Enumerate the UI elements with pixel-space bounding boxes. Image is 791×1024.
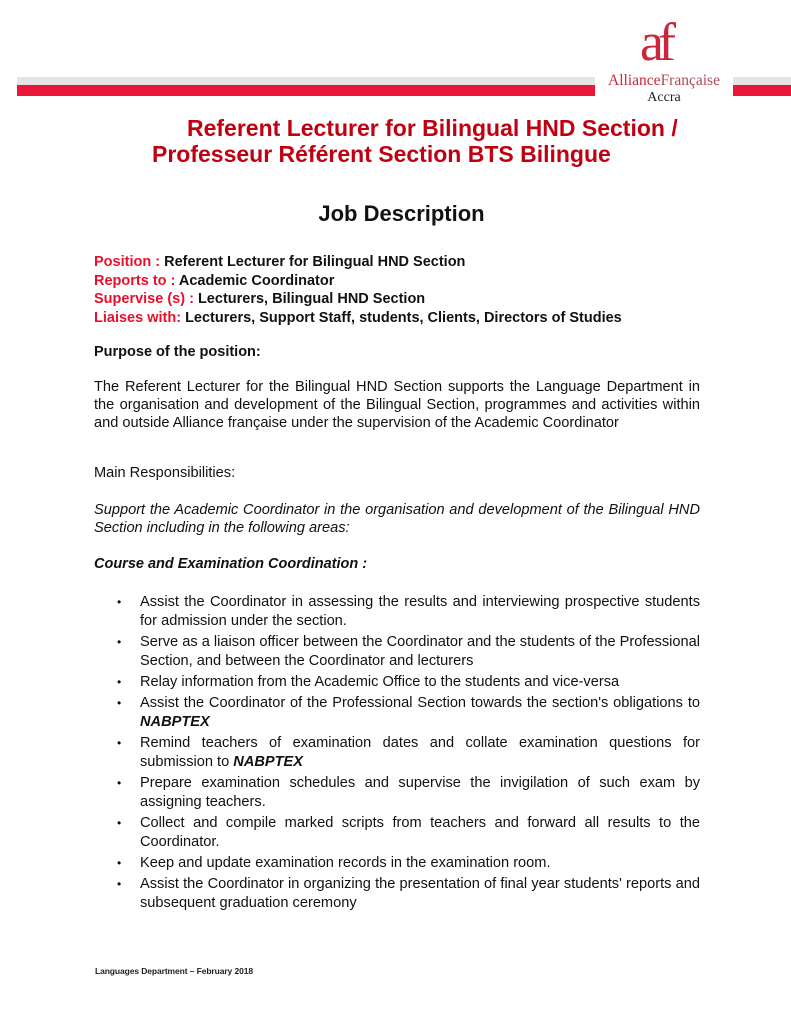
bullet-icon: • — [117, 856, 122, 870]
af-logo-icon: af — [640, 12, 670, 72]
meta-label: Position : — [94, 254, 165, 270]
list-item-text: Assist the Coordinator in organizing the presentation of final year students' reports and subsequent graduation ceremony — [140, 876, 700, 911]
logo-city: Accra — [647, 90, 681, 105]
responsibilities-list — [114, 593, 700, 915]
purpose-paragraph: The Referent Lecturer for the Bilingual HND Section supports the Language Department in the organisation and development of the Bilingual Section, programmes and activities within and outside Alliance française under the supervision of the Academic Coordinator — [94, 379, 700, 432]
logo-brand-part1: Alliance — [608, 72, 661, 89]
position-meta — [94, 253, 622, 327]
header-band-red-left — [17, 85, 595, 96]
list-item — [114, 774, 700, 812]
list-item-emphasis: NABPTEX — [140, 714, 210, 730]
meta-value: Lecturers, Bilingual HND Section — [197, 291, 426, 307]
list-item — [114, 854, 700, 873]
meta-value: Lecturers, Support Staff, students, Clients, Directors of Studies — [185, 309, 622, 326]
list-item — [114, 593, 700, 631]
meta-label: Reports to : — [94, 272, 179, 289]
list-item — [114, 694, 700, 732]
header-band-gray-right — [733, 77, 791, 85]
purpose-heading: Purpose of the position: — [94, 344, 261, 360]
support-intro-paragraph: Support the Academic Coordinator in the organisation and development of the Bilingual HND Section including in the following areas: — [94, 502, 700, 537]
list-item-text: Serve as a liaison officer between the Coordinator and the students of the Professional Section, and between the Coordinator and lecturers — [140, 634, 700, 669]
list-item-emphasis: NABPTEX — [233, 754, 304, 770]
meta-row — [94, 272, 622, 291]
list-item — [114, 814, 700, 852]
bullet-icon: • — [117, 776, 122, 790]
list-item — [114, 633, 700, 671]
bullet-icon: • — [117, 877, 122, 891]
list-item-text: Keep and update examination records in the examination room. — [140, 855, 551, 871]
bullet-icon: • — [117, 816, 122, 830]
list-item-text: Assist the Coordinator of the Professional Section towards the section's obligations to — [140, 695, 700, 711]
meta-value: Academic Coordinator — [178, 272, 335, 289]
bullet-icon: • — [117, 675, 122, 689]
list-item-text: Remind teachers of examination dates and collate examination questions for submission to — [140, 735, 700, 770]
main-responsibilities-heading: Main Responsibilities: — [94, 465, 236, 481]
list-item-text: Prepare examination schedules and supervise the invigilation of such exam by assigning teachers. — [140, 775, 700, 810]
footer-note: Languages Department – February 2018 — [95, 966, 253, 976]
document-title-line-2: Professeur Référent Section BTS Bilingue — [152, 141, 611, 167]
list-item — [114, 875, 700, 913]
job-description-heading: Job Description — [318, 201, 485, 226]
meta-row — [94, 309, 622, 328]
course-examination-heading: Course and Examination Coordination : — [94, 556, 368, 572]
alliance-francaise-logo — [596, 14, 732, 106]
header-band-gray-left — [17, 77, 595, 85]
meta-value: Referent Lecturer for Bilingual HND Section — [164, 254, 466, 270]
bullet-icon: • — [117, 635, 122, 649]
bullet-icon: • — [117, 696, 122, 710]
bullet-icon: • — [117, 736, 122, 750]
list-item — [114, 734, 700, 772]
bullet-icon: • — [117, 595, 122, 609]
logo-brand-name — [596, 73, 732, 89]
document-title-line-1: Referent Lecturer for Bilingual HND Section / — [187, 115, 678, 141]
meta-label: Liaises with: — [94, 309, 186, 326]
list-item-text: Assist the Coordinator in assessing the results and interviewing prospective students for admission under the section. — [140, 594, 700, 629]
meta-label: Supervise (s) : — [94, 291, 198, 307]
header-band-red-right — [733, 85, 791, 96]
logo-brand-part2: Française — [660, 72, 720, 89]
meta-row — [94, 290, 622, 309]
list-item — [114, 673, 700, 692]
meta-row — [94, 253, 622, 272]
list-item-text: Relay information from the Academic Office to the students and vice-versa — [140, 674, 620, 690]
list-item-text: Collect and compile marked scripts from teachers and forward all results to the Coordinator. — [140, 815, 700, 850]
